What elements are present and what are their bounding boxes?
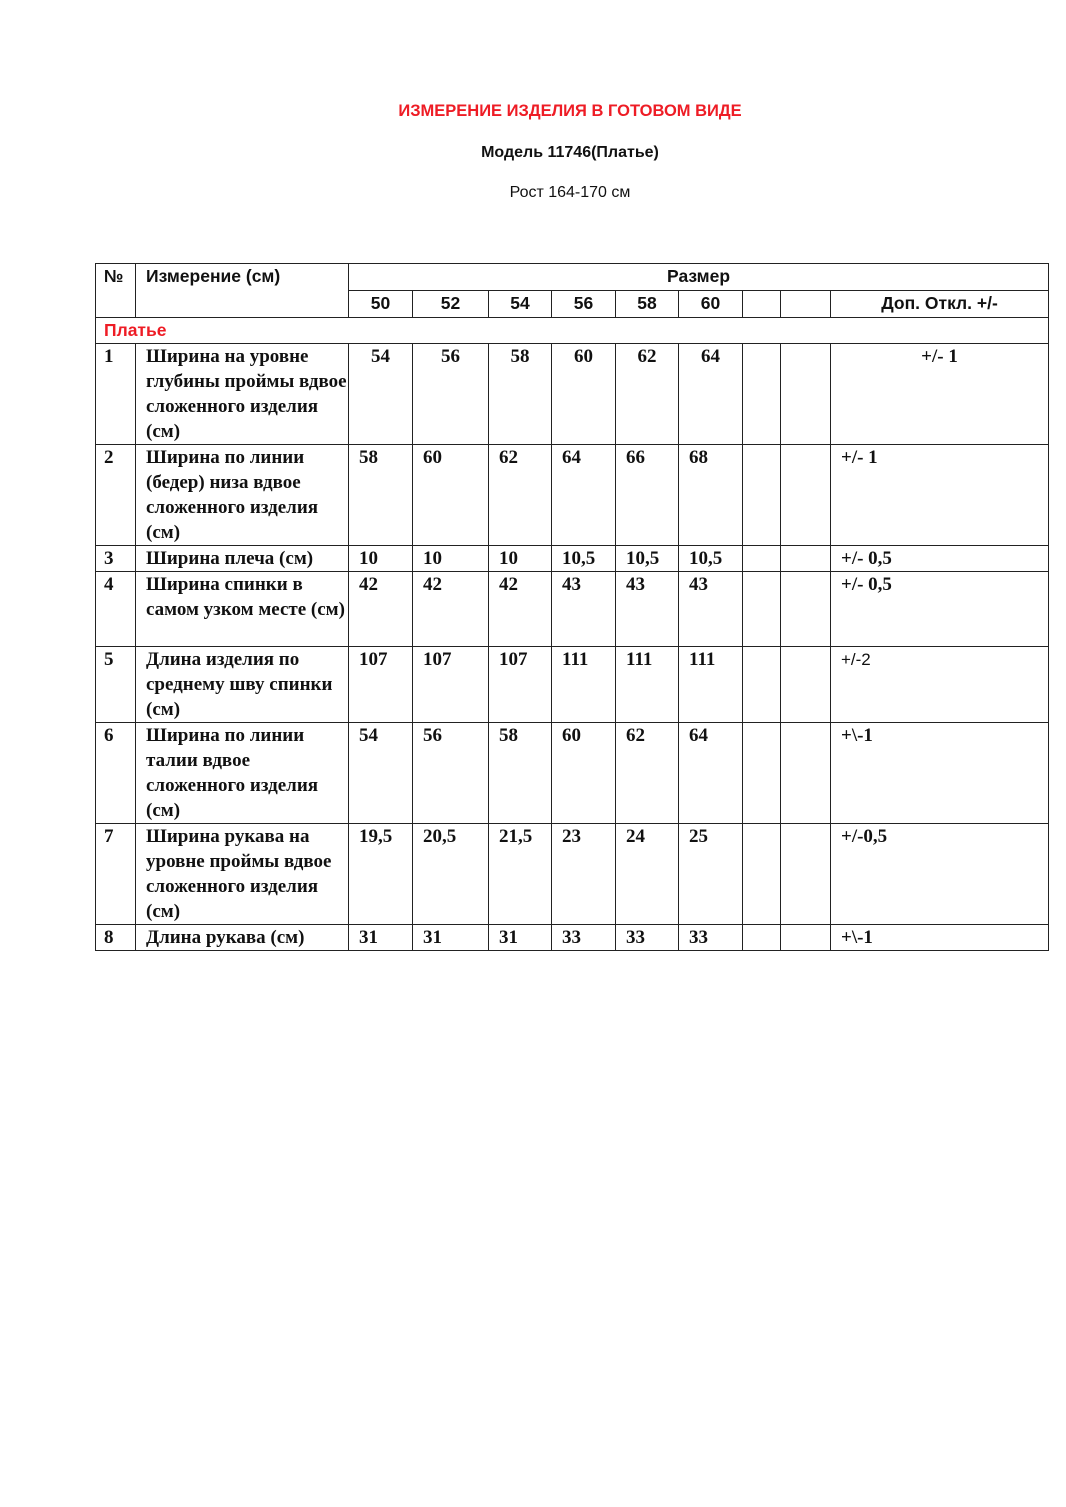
row-number: 8: [96, 925, 136, 951]
size-value-cell: 58: [489, 344, 552, 445]
table-row: [96, 572, 1049, 647]
row-measurement-name: Ширина рукава на уровне проймы вдвое сложенного изделия (см): [136, 824, 349, 925]
size-value-cell: 64: [552, 445, 616, 546]
size-value-cell: [781, 824, 831, 925]
size-value-cell: [781, 647, 831, 723]
section-row: [96, 318, 1049, 344]
size-value-cell: 60: [552, 723, 616, 824]
table-row: [96, 546, 1049, 572]
size-value-cell: 42: [349, 572, 413, 647]
header-size-60: 60: [679, 291, 743, 318]
table-row: [96, 824, 1049, 925]
size-value-cell: 62: [489, 445, 552, 546]
size-value-cell: 10: [413, 546, 489, 572]
size-value-cell: 66: [616, 445, 679, 546]
size-value-cell: [743, 546, 781, 572]
table-row: [96, 723, 1049, 824]
row-number: 1: [96, 344, 136, 445]
document-title: ИЗМЕРЕНИЕ ИЗДЕЛИЯ В ГОТОВОМ ВИДЕ: [398, 102, 742, 120]
size-value-cell: 68: [679, 445, 743, 546]
size-value-cell: 107: [413, 647, 489, 723]
size-value-cell: 33: [679, 925, 743, 951]
size-value-cell: 10,5: [616, 546, 679, 572]
row-number: 6: [96, 723, 136, 824]
size-value-cell: 62: [616, 344, 679, 445]
header-size-50: 50: [349, 291, 413, 318]
size-value-cell: 56: [413, 344, 489, 445]
size-value-cell: 31: [349, 925, 413, 951]
tolerance-cell: +/- 1: [831, 445, 1049, 546]
size-value-cell: 111: [616, 647, 679, 723]
size-value-cell: 42: [489, 572, 552, 647]
size-value-cell: 25: [679, 824, 743, 925]
size-value-cell: [781, 925, 831, 951]
row-number: 4: [96, 572, 136, 647]
tolerance-cell: +\-1: [831, 925, 1049, 951]
size-value-cell: [743, 647, 781, 723]
tolerance-cell: +/- 1: [831, 344, 1049, 445]
size-value-cell: 33: [616, 925, 679, 951]
size-value-cell: [743, 445, 781, 546]
size-value-cell: 64: [679, 344, 743, 445]
size-value-cell: 43: [679, 572, 743, 647]
tolerance-cell: +/- 0,5: [831, 572, 1049, 647]
size-value-cell: 54: [349, 344, 413, 445]
size-value-cell: 54: [349, 723, 413, 824]
size-value-cell: 111: [552, 647, 616, 723]
size-value-cell: 107: [349, 647, 413, 723]
size-value-cell: 62: [616, 723, 679, 824]
header-size-52: 52: [413, 291, 489, 318]
row-measurement-name: Ширина по линии (бедер) низа вдвое сложенного изделия (см): [136, 445, 349, 546]
size-value-cell: 24: [616, 824, 679, 925]
size-value-cell: 60: [552, 344, 616, 445]
tolerance-cell: +/-0,5: [831, 824, 1049, 925]
size-value-cell: [743, 572, 781, 647]
section-label: Платье: [96, 318, 1049, 344]
size-value-cell: 10: [489, 546, 552, 572]
row-measurement-name: Длина изделия по среднему шву спинки (см): [136, 647, 349, 723]
size-value-cell: 23: [552, 824, 616, 925]
row-number: 5: [96, 647, 136, 723]
size-value-cell: [781, 723, 831, 824]
size-value-cell: [743, 344, 781, 445]
row-number: 3: [96, 546, 136, 572]
size-value-cell: 111: [679, 647, 743, 723]
size-value-cell: 10,5: [552, 546, 616, 572]
row-number: 7: [96, 824, 136, 925]
size-value-cell: 42: [413, 572, 489, 647]
size-value-cell: 21,5: [489, 824, 552, 925]
header-row-top: [96, 264, 1049, 291]
header-tolerance: Доп. Откл. +/-: [831, 291, 1049, 318]
row-number: 2: [96, 445, 136, 546]
row-measurement-name: Длина рукава (см): [136, 925, 349, 951]
size-value-cell: 10: [349, 546, 413, 572]
row-measurement-name: Ширина плеча (см): [136, 546, 349, 572]
size-value-cell: 31: [489, 925, 552, 951]
size-value-cell: [743, 824, 781, 925]
size-value-cell: 33: [552, 925, 616, 951]
size-value-cell: 31: [413, 925, 489, 951]
size-value-cell: [781, 546, 831, 572]
height-label: Рост 164-170 см: [509, 184, 631, 201]
size-value-cell: 64: [679, 723, 743, 824]
table-row: [96, 445, 1049, 546]
size-value-cell: 20,5: [413, 824, 489, 925]
size-value-cell: 19,5: [349, 824, 413, 925]
size-value-cell: 43: [616, 572, 679, 647]
header-size-58: 58: [616, 291, 679, 318]
size-value-cell: 107: [489, 647, 552, 723]
measurement-table: [95, 263, 1049, 951]
row-measurement-name: Ширина на уровне глубины проймы вдвое сложенного изделия (см): [136, 344, 349, 445]
size-value-cell: [743, 925, 781, 951]
header-number: №: [96, 264, 136, 318]
header-size-group: Размер: [349, 264, 1049, 291]
size-value-cell: [781, 572, 831, 647]
header-size-56: 56: [552, 291, 616, 318]
size-value-cell: [743, 723, 781, 824]
size-value-cell: 58: [489, 723, 552, 824]
model-label: Модель 11746(Платье): [481, 144, 659, 161]
table-row: [96, 344, 1049, 445]
header-size-empty-7: [781, 291, 831, 318]
table-row: [96, 647, 1049, 723]
size-value-cell: 60: [413, 445, 489, 546]
header-size-54: 54: [489, 291, 552, 318]
size-value-cell: [781, 445, 831, 546]
row-measurement-name: Ширина по линии талии вдвое сложенного изделия (см): [136, 723, 349, 824]
header-size-empty-6: [743, 291, 781, 318]
size-value-cell: 56: [413, 723, 489, 824]
tolerance-cell: +/- 0,5: [831, 546, 1049, 572]
tolerance-cell: +/-2: [831, 647, 1049, 723]
header-measurement: Измерение (см): [136, 264, 349, 318]
size-value-cell: 10,5: [679, 546, 743, 572]
tolerance-cell: +\-1: [831, 723, 1049, 824]
table-row: [96, 925, 1049, 951]
size-value-cell: 58: [349, 445, 413, 546]
size-value-cell: 43: [552, 572, 616, 647]
row-measurement-name: Ширина спинки в самом узком месте (см): [136, 572, 349, 647]
size-value-cell: [781, 344, 831, 445]
